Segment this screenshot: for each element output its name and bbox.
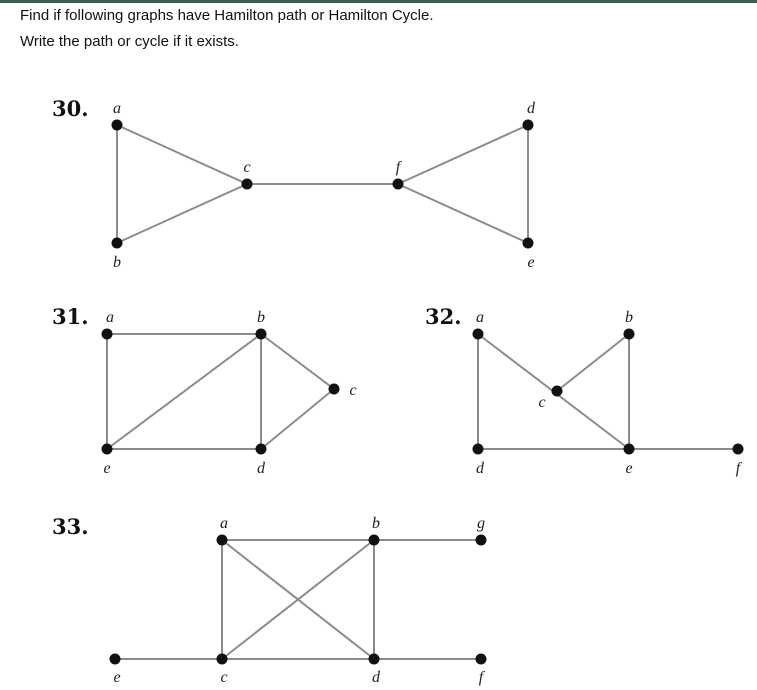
vertex-label-f: f <box>478 669 484 686</box>
vertex-b <box>112 238 123 249</box>
vertex-label-d: d <box>372 669 380 686</box>
problem-number: 33. <box>52 514 89 539</box>
graph-30 <box>52 96 536 271</box>
edge-b-e <box>107 334 261 449</box>
edge-c-d <box>261 389 334 449</box>
graph-32 <box>425 304 744 477</box>
instruction-line-2: Write the path or cycle if it exists. <box>20 33 239 50</box>
vertex-label-b: b <box>625 309 633 326</box>
vertex-a <box>217 535 228 546</box>
vertex-c <box>329 384 340 395</box>
vertex-b <box>256 329 267 340</box>
vertex-label-d: d <box>527 100 535 117</box>
vertex-label-a: a <box>106 309 114 326</box>
vertex-g <box>476 535 487 546</box>
vertex-label-e: e <box>113 669 121 686</box>
vertex-label-a: a <box>113 100 121 117</box>
vertex-label-b: b <box>257 309 265 326</box>
vertex-f <box>733 444 744 455</box>
edge-f-d <box>395 125 528 184</box>
vertex-label-f: f <box>395 159 401 176</box>
edge-f-e <box>398 184 528 243</box>
graph-33 <box>52 514 487 686</box>
vertex-label-e: e <box>625 460 633 477</box>
vertex-label-c: c <box>243 159 251 176</box>
vertex-d <box>369 654 380 665</box>
vertex-e <box>110 654 121 665</box>
vertex-a <box>473 329 484 340</box>
vertex-a <box>102 329 113 340</box>
vertex-b <box>369 535 380 546</box>
vertex-c <box>242 179 253 190</box>
vertex-label-c: c <box>349 382 357 399</box>
vertex-label-c: c <box>538 394 546 411</box>
vertex-label-c: c <box>220 669 228 686</box>
vertex-d <box>256 444 267 455</box>
vertex-label-a: a <box>476 309 484 326</box>
vertex-label-d: d <box>476 460 484 477</box>
vertex-c <box>217 654 228 665</box>
vertex-label-e: e <box>527 254 535 271</box>
vertex-d <box>473 444 484 455</box>
vertex-f <box>476 654 487 665</box>
vertex-a <box>112 120 123 131</box>
vertex-label-a: a <box>220 515 228 532</box>
vertex-c <box>552 386 563 397</box>
vertex-e <box>523 238 534 249</box>
problem-number: 32. <box>425 304 462 329</box>
edge-b-c <box>117 184 247 243</box>
graph-31 <box>52 304 357 477</box>
vertex-f <box>393 179 404 190</box>
vertex-label-e: e <box>103 460 111 477</box>
vertex-e <box>102 444 113 455</box>
instruction-line-1: Find if following graphs have Hamilton path or Hamilton Cycle. <box>20 7 434 24</box>
problem-number: 30. <box>52 96 89 121</box>
vertex-d <box>523 120 534 131</box>
vertex-label-b: b <box>113 254 121 271</box>
vertex-label-d: d <box>257 460 265 477</box>
vertex-label-f: f <box>735 460 741 477</box>
problem-number: 31. <box>52 304 89 329</box>
edge-b-c <box>557 334 629 391</box>
vertex-e <box>624 444 635 455</box>
edge-b-c <box>261 334 334 389</box>
edge-a-c <box>117 125 247 184</box>
vertex-label-g: g <box>477 515 485 532</box>
vertex-b <box>624 329 635 340</box>
vertex-label-b: b <box>372 515 380 532</box>
